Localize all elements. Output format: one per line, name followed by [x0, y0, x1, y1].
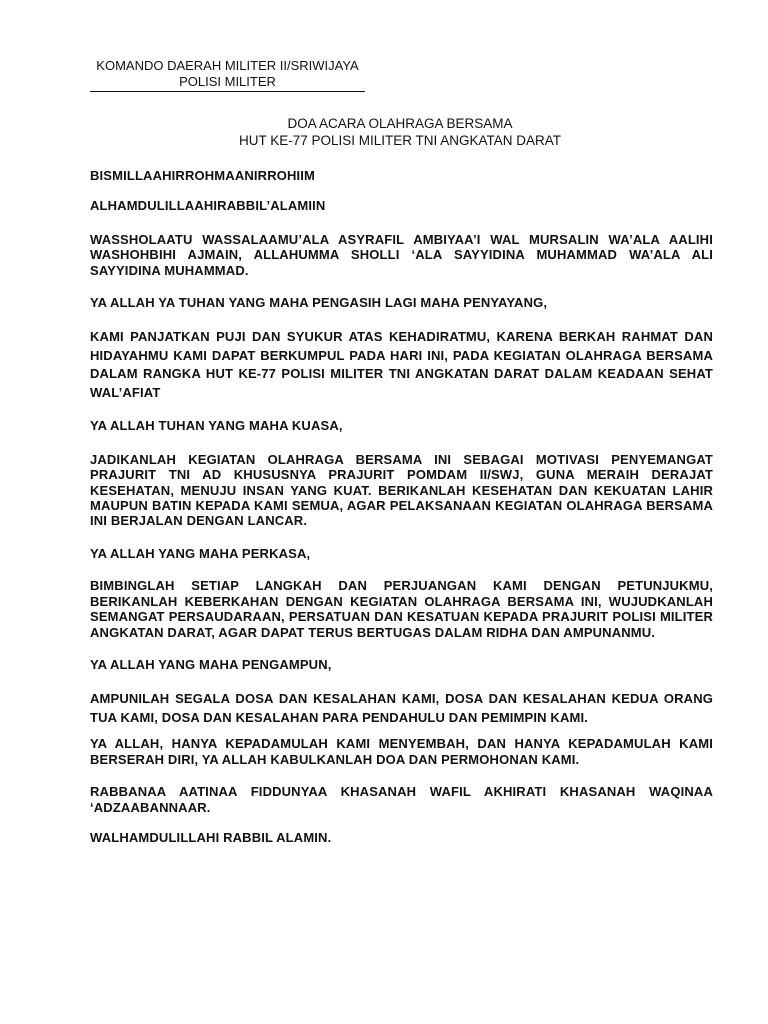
paragraph-salawat: WASSHOLAATU WASSALAAMU’ALA ASYRAFIL AMBIYAA’I WAL MURSALIN WA’ALA AALIHI WASHOHBIHI AJMAIN, ALLAHUMMA SHOLLI ‘ALA SAYYIDINA MUHAMMAD WA’ALA ALI SAYYIDINA MUHAMMAD.: [90, 231, 713, 278]
document-title-line-2: HUT KE-77 POLISI MILITER TNI ANGKATAN DARAT: [238, 133, 562, 148]
paragraph-invocation-3: YA ALLAH YANG MAHA PERKASA,: [90, 545, 311, 561]
prayer-body: [90, 168, 713, 845]
paragraph-invocation-2: YA ALLAH TUHAN YANG MAHA KUASA,: [90, 418, 343, 434]
paragraph-opening: BISMILLAAHIRROHMAANIRROHIIM: [90, 168, 316, 183]
paragraph-guidance: BIMBINGLAH SETIAP LANGKAH DAN PERJUANGAN KAMI DENGAN PETUNJUKMU, BERIKANLAH KEBERKAHAN DENGAN KEGIATAN OLAHRAGA BERSAMA INI, WUJUDKANLAH SEMANGAT PERSAUDARAAN, PERSATUAN DAN KESATUAN KEPADA PRAJURIT POLISI MILITER ANGKATAN DARAT, AGAR DAPAT TERUS BERTUGAS DALAM RIDHA DAN AMPUNANMU.: [90, 578, 713, 640]
paragraph-rabbana: RABBANAA AATINAA FIDDUNYAA KHASANAH WAFIL AKHIRATI KHASANAH WAQINAA ‘ADZAABANNAAR.: [90, 784, 713, 815]
letterhead-command: KOMANDO DAERAH MILITER II/SRIWIJAYA: [96, 58, 359, 73]
letterhead: [90, 58, 365, 92]
paragraph-invocation-4: YA ALLAH YANG MAHA PENGAMPUN,: [90, 656, 332, 672]
paragraph-invocation-1: YA ALLAH YA TUHAN YANG MAHA PENGASIH LAGI MAHA PENYAYANG,: [90, 295, 548, 311]
document-title-line-1: DOA ACARA OLAHRAGA BERSAMA: [287, 116, 513, 131]
paragraph-motivation: JADIKANLAH KEGIATAN OLAHRAGA BERSAMA INI SEBAGAI MOTIVASI PENYEMANGAT PRAJURIT TNI AD KHUSUSNYA PRAJURIT POMDAM II/SWJ, GUNA MERAIH DERAJAT KESEHATAN, MENUJU INSAN YANG KUAT. BERIKANLAH KESEHATAN DAN KEKUATAN LAHIR MAUPUN BATIN KEPADA KAMI SEMUA, AGAR PELAKSANAAN KEGIATAN OLAHRAGA BERSAMA INI BERJALAN DENGAN LANCAR.: [90, 451, 713, 529]
letterhead-unit: POLISI MILITER: [90, 74, 365, 92]
paragraph-forgiveness: AMPUNILAH SEGALA DOSA DAN KESALAHAN KAMI, DOSA DAN KESALAHAN KEDUA ORANG TUA KAMI, DOSA DAN KESALAHAN PARA PENDAHULU DAN PEMIMPIN KAMI.: [90, 691, 713, 725]
paragraph-worship: YA ALLAH, HANYA KEPADAMULAH KAMI MENYEMBAH, DAN HANYA KEPADAMULAH KAMI BERSERAH DIRI, YA ALLAH KABULKANLAH DOA DAN PERMOHONAN KAMI.: [90, 736, 713, 767]
document-title: [200, 115, 600, 149]
paragraph-praise: ALHAMDULILLAAHIRABBIL’ALAMIIN: [90, 198, 326, 214]
paragraph-gratitude: KAMI PANJATKAN PUJI DAN SYUKUR ATAS KEHADIRATMU, KARENA BERKAH RAHMAT DAN HIDAYAHMU KAMI DAPAT BERKUMPUL PADA HARI INI, PADA KEGIATAN OLAHRAGA BERSAMA DALAM RANGKA HUT KE-77 POLISI MILITER TNI ANGKATAN DARAT DALAM KEADAAN SEHAT WAL’AFIAT: [90, 329, 713, 400]
paragraph-closing: WALHAMDULILLAHI RABBIL ALAMIN.: [90, 829, 332, 845]
